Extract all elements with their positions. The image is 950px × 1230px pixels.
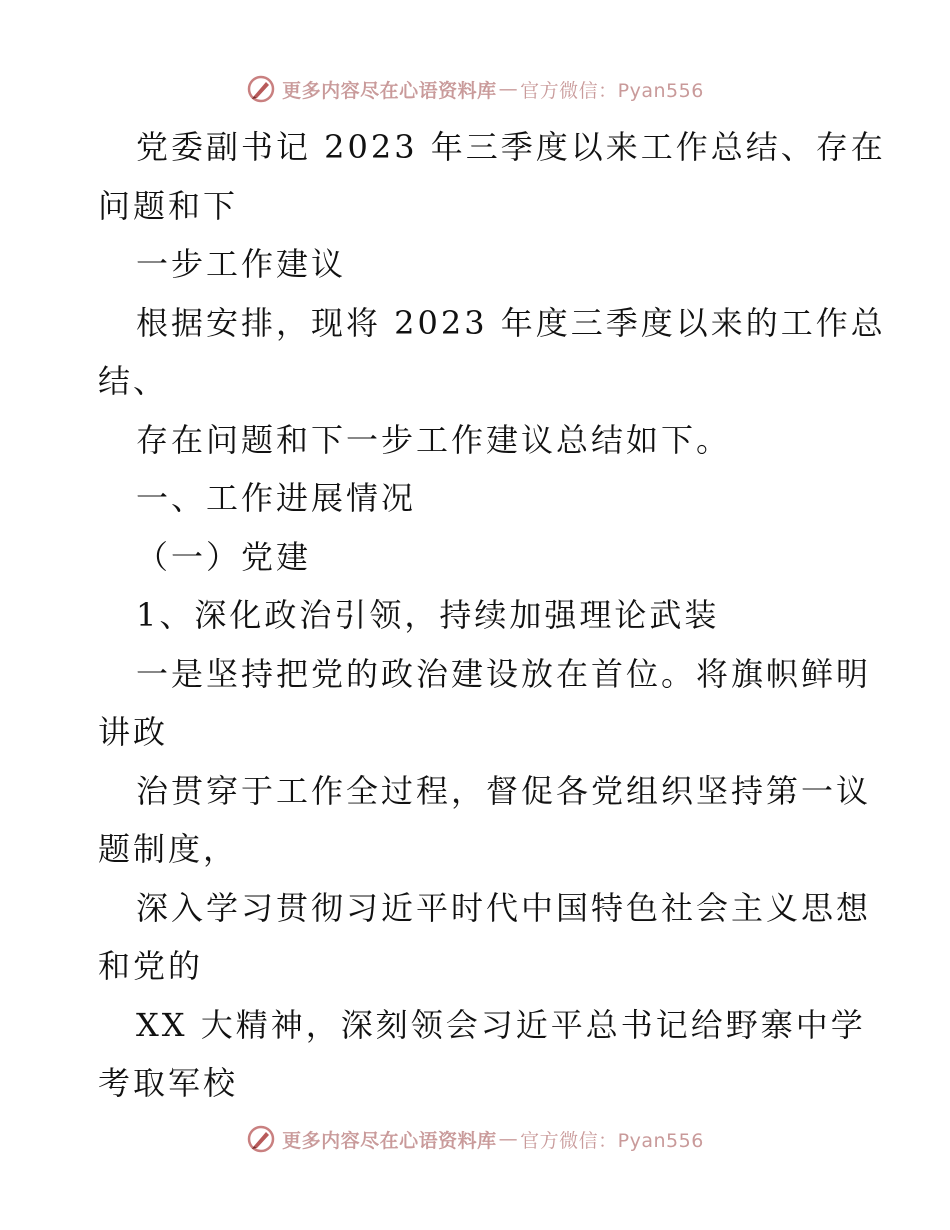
watermark-separator: —	[498, 1128, 519, 1150]
text-line: 讲政	[98, 713, 169, 751]
text-line: 一、工作进展情况	[136, 479, 417, 517]
text-line: 根据安排，现将 2023 年度三季度以来的工作总	[136, 303, 886, 342]
header-watermark	[0, 74, 950, 104]
text-line: 和党的	[98, 947, 204, 985]
text-line: 结、	[98, 362, 169, 400]
text-line: 深入学习贯彻习近平时代中国特色社会主义思想	[136, 888, 872, 927]
watermark-text: 更多内容尽在心语资料库	[282, 1129, 497, 1152]
text-line: 治贯穿于工作全过程，督促各党组织坚持第一议	[136, 771, 872, 810]
watermark-separator: —	[498, 78, 519, 100]
document-body	[98, 118, 886, 1113]
watermark-official: 官方微信：Pyan556	[520, 79, 704, 102]
pen-logo-icon	[246, 1124, 276, 1154]
text-line: 题制度，	[98, 830, 239, 868]
text-line: 问题和下	[98, 186, 239, 225]
watermark-official: 官方微信：Pyan556	[520, 1129, 704, 1152]
text-line: （一）党建	[136, 537, 312, 576]
text-line: 1、深化政治引领，持续加强理论武装	[136, 596, 720, 634]
text-line: 一步工作建议	[136, 245, 347, 283]
watermark-text: 更多内容尽在心语资料库	[282, 79, 497, 102]
text-line: XX 大精神，深刻领会习近平总书记给野寨中学	[136, 1005, 866, 1044]
text-line: 存在问题和下一步工作建议总结如下。	[136, 420, 732, 459]
text-line: 考取军校	[98, 1064, 239, 1102]
footer-watermark	[0, 1124, 950, 1154]
pen-logo-icon	[246, 74, 276, 104]
text-line: 一是坚持把党的政治建设放在首位。将旗帜鲜明	[136, 654, 872, 693]
text-line: 党委副书记 2023 年三季度以来工作总结、存在	[136, 128, 886, 166]
